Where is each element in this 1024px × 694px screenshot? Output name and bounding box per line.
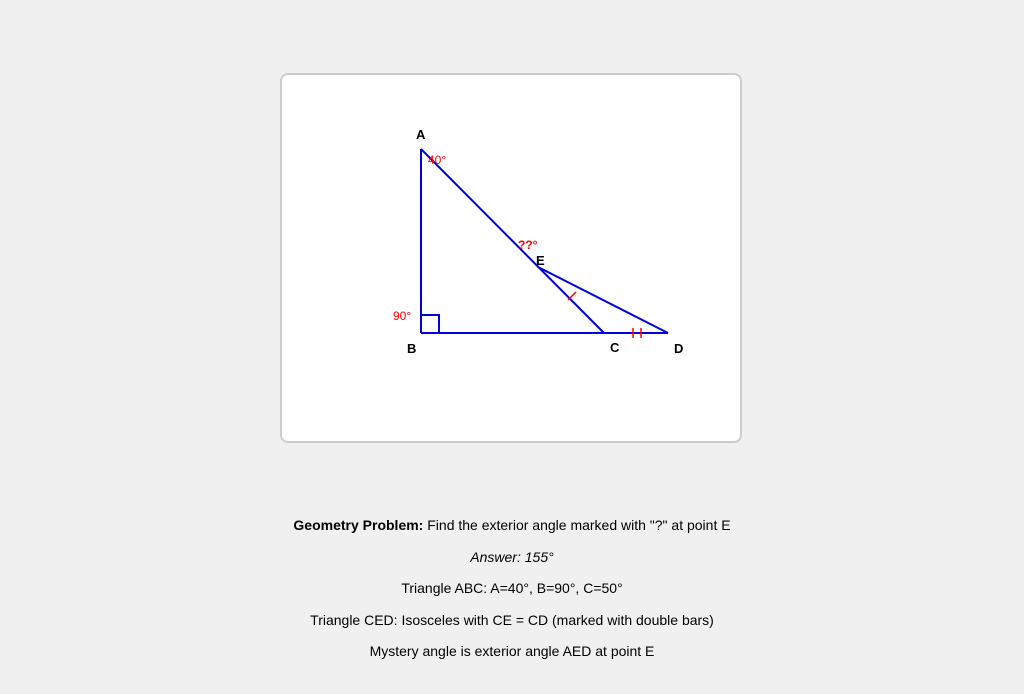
segment-ed [538,267,668,333]
problem-text [0,510,1024,668]
vertex-label-e: E [536,253,545,268]
angle-label-b: 90° [393,309,412,323]
geometry-diagram [282,75,744,445]
angle-label-e: ??° [518,238,538,252]
diagram-card [280,73,742,443]
vertex-label-a: A [416,127,426,142]
triangle-abc-info: Triangle ABC: A=40°, B=90°, C=50° [401,580,623,596]
triangle-ced-info: Triangle CED: Isosceles with CE = CD (marked with double bars) [310,611,714,628]
vertex-label-d: D [674,341,684,356]
vertex-label-c: C [610,340,620,355]
angle-label-a: 40° [428,153,447,167]
segment-ac [421,149,604,333]
mystery-angle-info: Mystery angle is exterior angle AED at point E [369,643,655,659]
problem-heading: Geometry Problem: [293,517,424,533]
tick-mark-ce [568,292,576,300]
problem-body: Find the exterior angle marked with "?" at point E [423,517,731,533]
answer-line: Answer: 155° [470,548,554,565]
right-angle-marker [421,315,439,333]
problem-statement [0,510,1024,542]
vertex-label-b: B [407,341,417,356]
